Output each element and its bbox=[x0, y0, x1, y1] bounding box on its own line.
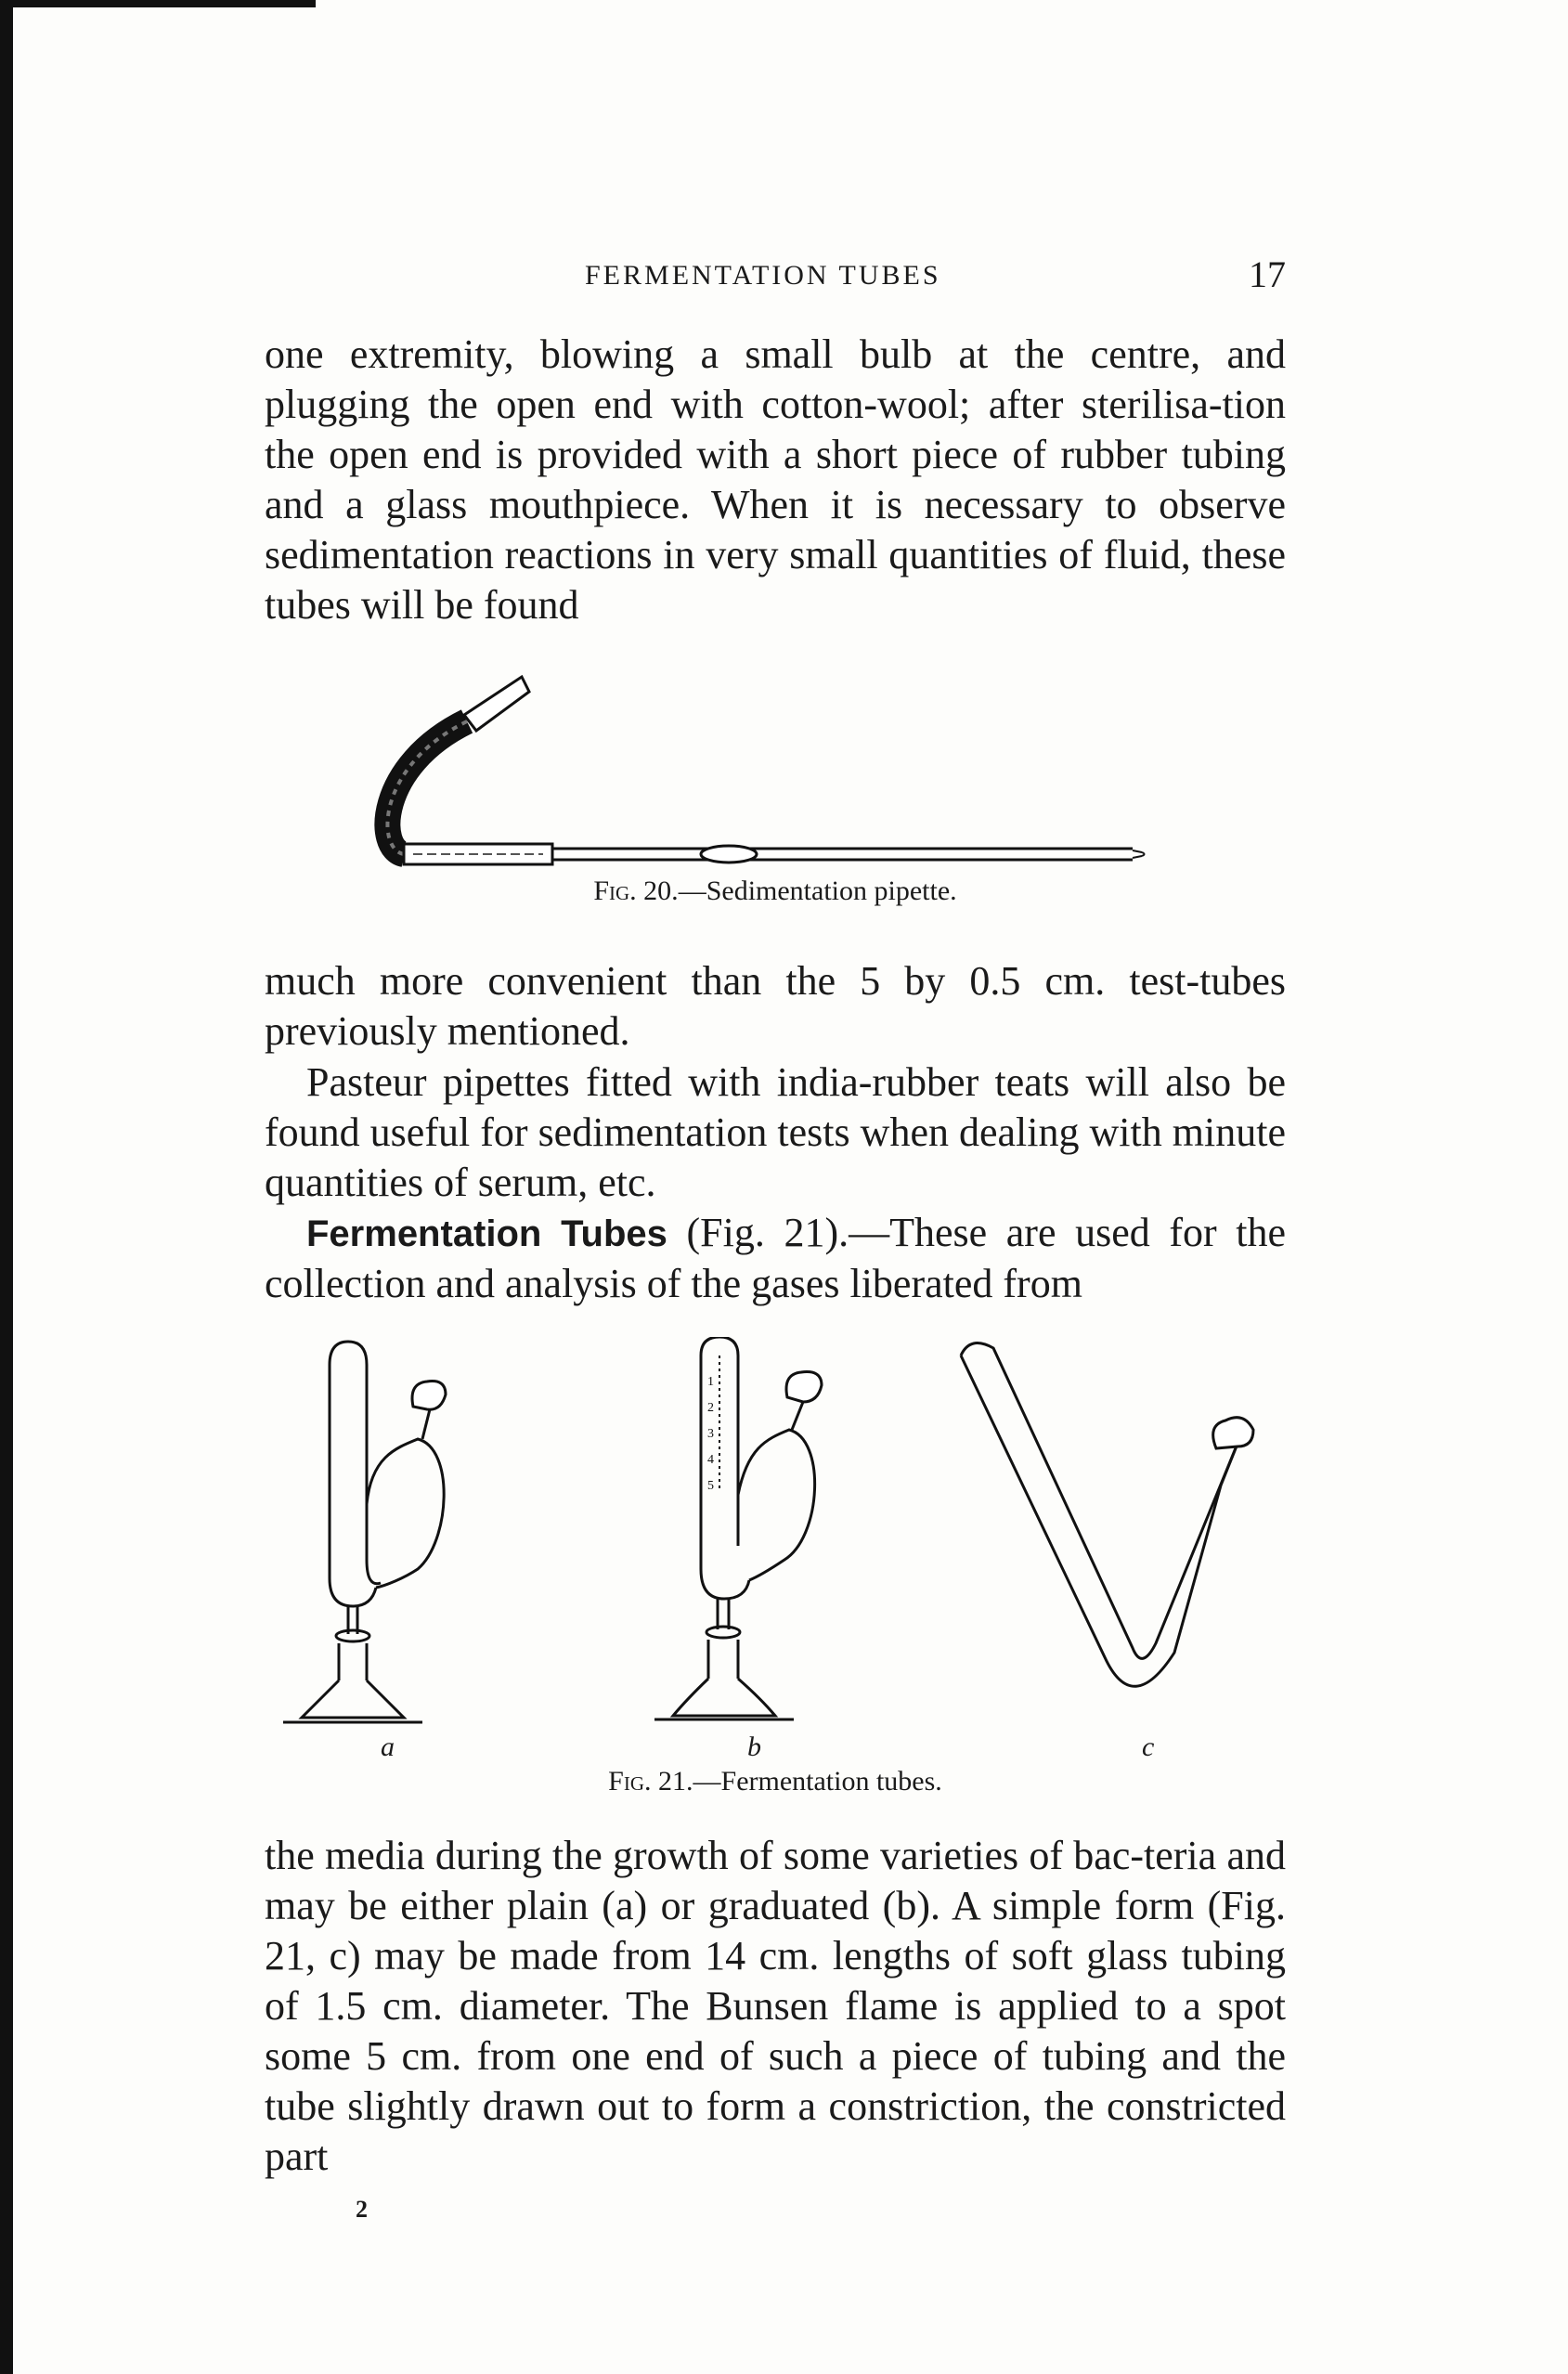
sedimentation-pipette-illustration bbox=[265, 664, 1286, 905]
signature-mark: 2 bbox=[356, 2196, 368, 2223]
fermentation-tubes-heading: Fermentation Tubes bbox=[306, 1213, 667, 1254]
fermentation-tubes-illustration bbox=[265, 1337, 1286, 1745]
figure-20 bbox=[265, 664, 1286, 915]
page-number: 17 bbox=[1249, 253, 1286, 295]
tube-b-graduations bbox=[707, 1375, 714, 1493]
figure-21-label-c: c bbox=[1142, 1732, 1155, 1762]
figure-21-label-a: a bbox=[381, 1732, 395, 1762]
graduation-4: 4 bbox=[707, 1453, 714, 1467]
paragraph-2: much more convenient than the 5 by 0.5 cm. test-tubes previously mentioned. bbox=[265, 958, 1286, 1054]
figure-20-caption-text: —Sedimentation pipette. bbox=[678, 876, 957, 906]
figure-21-label-b: b bbox=[747, 1732, 761, 1762]
figure-20-caption bbox=[265, 876, 1286, 907]
figure-20-label: Fig. 20. bbox=[593, 876, 679, 906]
running-title: FERMENTATION TUBES bbox=[585, 260, 941, 291]
graduation-2: 2 bbox=[707, 1401, 714, 1415]
paragraph-4-text: (Fig. 21).—These are used for the collection and analysis of the gases liberated from bbox=[265, 1210, 1287, 1306]
figure-21-caption bbox=[265, 1766, 1286, 1797]
graduation-5: 5 bbox=[707, 1479, 714, 1493]
scan-edge-top bbox=[0, 0, 316, 7]
graduation-1: 1 bbox=[707, 1375, 714, 1389]
figure-21 bbox=[265, 1337, 1286, 1801]
tube-a-drawing bbox=[283, 1342, 446, 1722]
figure-21-caption-text: —Fermentation tubes. bbox=[693, 1766, 942, 1797]
paragraph-1: one extremity, blowing a small bulb at the centre, and plugging the open end with cotton-wool; after sterilisa-tion the open end is provided with a short piece of rubber tubing and a glass mouthpiece. When it is necessary to observe sedimentation reactions in very small quantities of fluid, these tubes will be found bbox=[265, 331, 1286, 628]
running-header bbox=[265, 253, 1286, 295]
graduation-3: 3 bbox=[707, 1427, 714, 1441]
figure-21-label: Fig. 21. bbox=[608, 1766, 693, 1797]
paragraph-3: Pasteur pipettes fitted with india-rubber teats will also be found useful for sedimentation tests when dealing with minute quantities of serum, etc. bbox=[265, 1059, 1286, 1205]
paragraph-4 bbox=[265, 1208, 1286, 1309]
tube-b-drawing bbox=[654, 1337, 822, 1719]
tube-c-drawing bbox=[961, 1343, 1253, 1687]
scan-edge-left bbox=[0, 0, 13, 2374]
paragraph-5: the media during the growth of some varieties of bac-teria and may be either plain (a) or graduated (b). A simple form (Fig. 21, c) may be made from 14 cm. lengths of soft glass tubing of 1.5 cm. diameter. The Bunsen flame is applied to a spot some 5 cm. from one end of such a piece of tubing and the tube slightly drawn out to form a constriction, the constricted part bbox=[265, 1833, 1286, 2179]
